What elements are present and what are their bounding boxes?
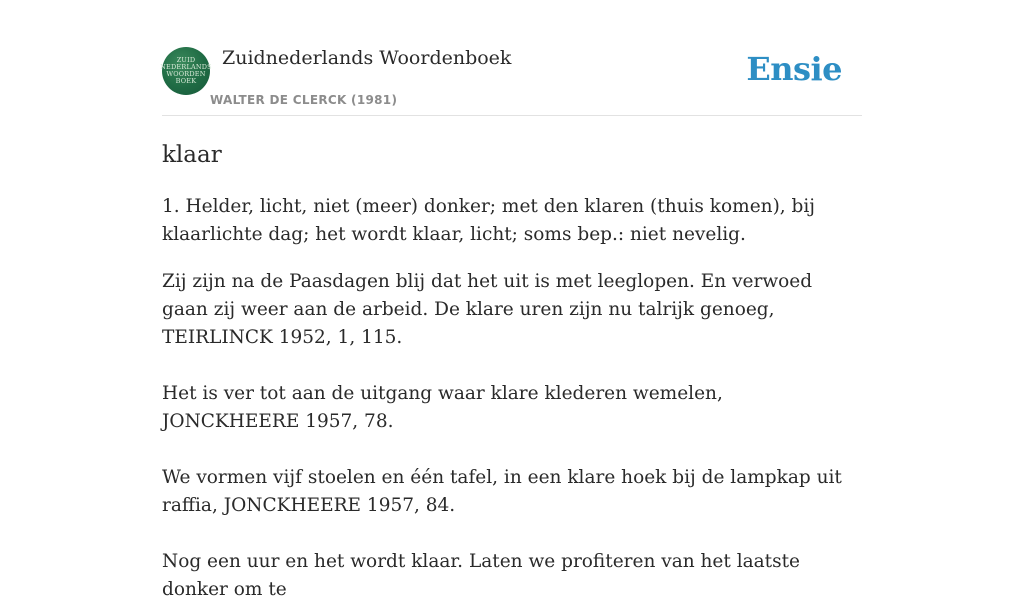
entry-body: [162, 193, 862, 604]
entry-quote: Het is ver tot aan de uitgang waar klare klederen wemelen, JONCKHEERE 1957, 78.: [162, 383, 723, 432]
entry-definition: 1. Helder, licht, niet (meer) donker; met den klaren (thuis komen), bij klaarlichte dag; het wordt klaar, licht; soms bep.: niet nevelig.: [162, 196, 816, 245]
entry-headword: klaar: [162, 142, 222, 168]
logo-line-4: BOEK: [175, 77, 197, 85]
entry-quote: We vormen vijf stoelen en één tafel, in een klare hoek bij de lampkap uit raffia, JONCKHEERE 1957, 84.: [162, 467, 842, 516]
dictionary-title[interactable]: Zuidnederlands Woordenboek: [222, 47, 512, 69]
page: [162, 0, 862, 604]
logo-line-3: WOORDEN: [166, 70, 206, 78]
entry-quote: Nog een uur en het wordt klaar. Laten we profiteren van het laatste donker om te: [162, 551, 800, 600]
dictionary-header: [162, 46, 862, 116]
ensie-logo-link[interactable]: Ensie: [746, 50, 842, 88]
entry-quote: Zij zijn na de Paasdagen blij dat het uit is met leeglopen. En verwoed gaan zij weer aan de arbeid. De klare uren zijn nu talrijk genoeg, TEIRLINCK 1952, 1, 115.: [162, 271, 813, 348]
dictionary-logo[interactable]: [162, 47, 210, 95]
logo-line-2: NEDERLANDS: [160, 63, 212, 71]
dictionary-author: WALTER DE CLERCK (1981): [210, 93, 398, 107]
logo-line-1: ZUID: [176, 56, 196, 64]
